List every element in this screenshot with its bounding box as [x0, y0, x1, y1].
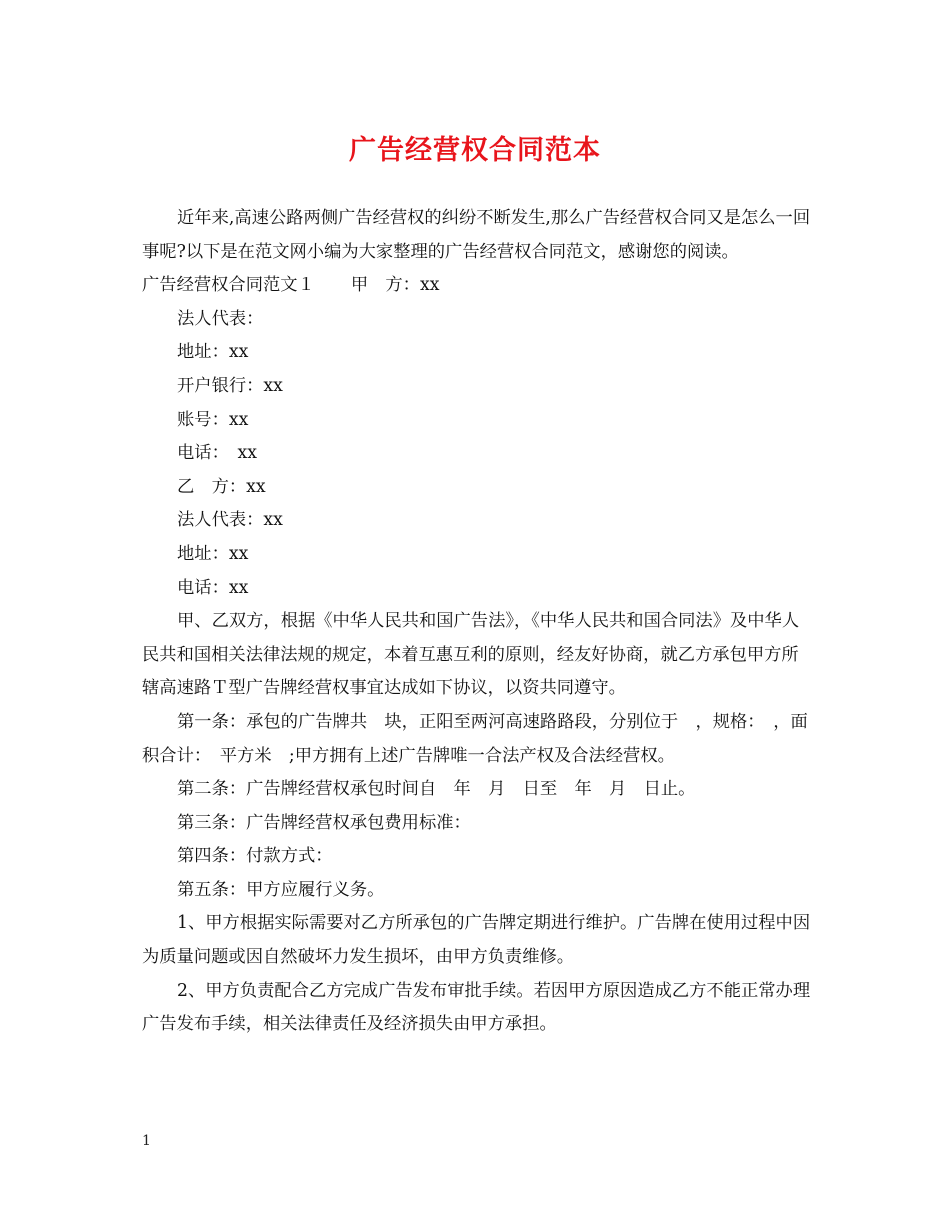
party-a-legal-rep: 法人代表： — [177, 308, 264, 329]
page-number: 1 — [142, 1133, 151, 1149]
article-3: 第三条：广告牌经营权承包费用标准： — [177, 812, 471, 833]
intro-paragraph: 近年来,高速公路两侧广告经营权的纠纷不断发生,那么广告经营权合同又是怎么一回事呢?以下是在范文网小编为大家整理的广告经营权合同范文，感谢您的阅读。 — [142, 208, 811, 262]
duty-1: 1、甲方根据实际需要对乙方所承包的广告牌定期进行维护。广告牌在使用过程中因为质量问题或因自然破坏力发生损坏，由甲方负责维修。 — [142, 913, 811, 968]
preamble-paragraph: 甲、乙双方，根据《中华人民共和国广告法》，《中华人民共和国合同法》及中华人民共和国相关法律法规的规定，本着互惠互利的原则，经友好协商，就乙方承包甲方所辖高速路Ｔ型广告牌经营权事宜达成如下协议，以资共同遵守。 — [142, 611, 800, 699]
party-b-legal-rep: 法人代表：xx — [177, 510, 283, 531]
article-1: 第一条：承包的广告牌共 块，正阳至两河高速路路段，分别位于 ，规格： ，面积合计： 平方米 ;甲方拥有上述广告牌唯一合法产权及合法经营权。 — [142, 711, 808, 766]
article-4: 第四条：付款方式： — [177, 846, 333, 867]
sample-heading: 广告经营权合同范文１ — [142, 275, 315, 296]
sample-heading-line — [142, 269, 812, 303]
party-b-line: 乙 方：xx — [177, 476, 266, 497]
article-2: 第二条：广告牌经营权承包时间自 年 月 日至 年 月 日止。 — [177, 779, 696, 800]
party-b-phone: 电话：xx — [177, 577, 249, 598]
duty-2: 2、甲方负责配合乙方完成广告发布审批手续。若因甲方原因造成乙方不能正常办理广告发布手续，相关法律责任及经济损失由甲方承担。 — [142, 980, 811, 1035]
article-5: 第五条：甲方应履行义务。 — [177, 879, 385, 900]
party-a-line: 甲 方：xx — [350, 275, 440, 296]
party-a-address: 地址：xx — [177, 342, 249, 363]
document-title: 广告经营权合同范本 — [349, 135, 601, 166]
party-a-account: 账号：xx — [177, 409, 249, 430]
document-body — [142, 202, 812, 1042]
party-a-bank: 开户银行：xx — [177, 375, 283, 396]
party-b-address: 地址：xx — [177, 543, 249, 564]
party-a-phone: 电话： xx — [177, 443, 257, 464]
